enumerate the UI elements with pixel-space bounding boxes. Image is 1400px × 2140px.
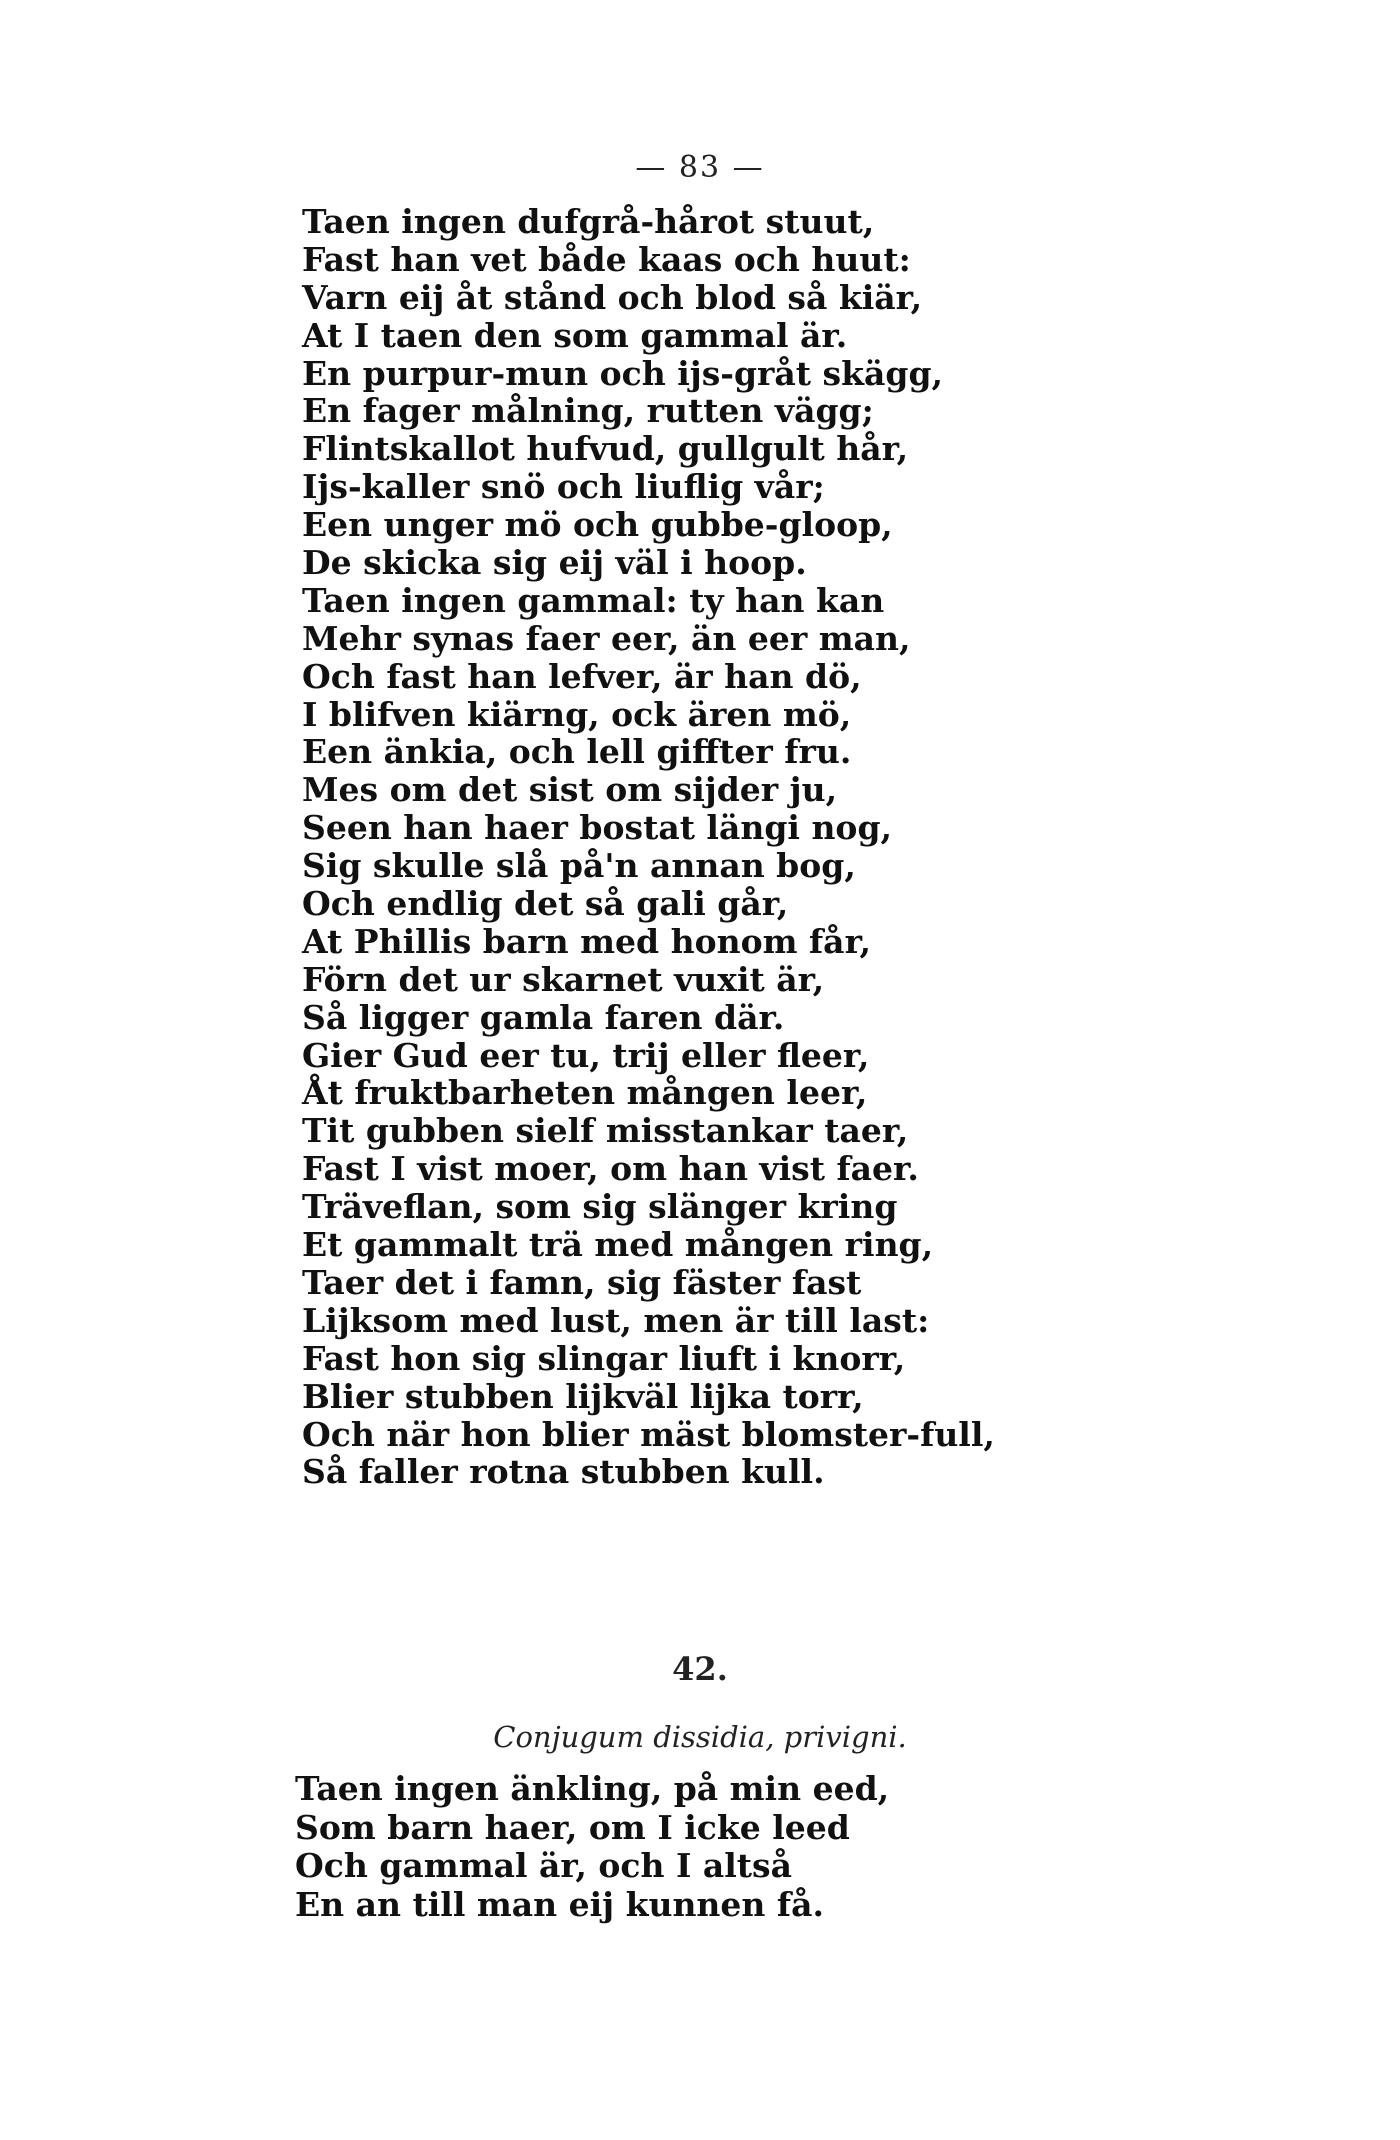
section-title: Conjugum dissidia, privigni. bbox=[493, 1720, 907, 1754]
poem-line: Varn eij åt stånd och blod så kiär, bbox=[302, 277, 923, 317]
poem-line: Och när hon blier mäst blomster-full, bbox=[302, 1414, 995, 1454]
poem-line: Een unger mö och gubbe-gloop, bbox=[302, 505, 893, 545]
poem-line: De skicka sig eij väl i hoop. bbox=[302, 543, 807, 583]
poem-line: At I taen den som gammal är. bbox=[302, 315, 848, 355]
section-number: 42. bbox=[672, 1650, 728, 1688]
poem-line: Taen ingen änkling, på min eed, bbox=[295, 1769, 890, 1808]
poem-line: Taen ingen dufgrå-hårot stuut, bbox=[302, 202, 875, 241]
poem-line: En an till man eij kunnen få. bbox=[295, 1884, 824, 1924]
poem-line: Träveflan, som sig slänger kring bbox=[302, 1187, 898, 1227]
poem-line: Och gammal är, och I altså bbox=[295, 1846, 792, 1885]
poem-line: En purpur-mun och ijs-gråt skägg, bbox=[302, 353, 944, 393]
poem-41 bbox=[302, 202, 995, 1492]
poem-line: Een änkia, och lell giffter fru. bbox=[302, 732, 852, 772]
poem-line: Mehr synas faer eer, än eer man, bbox=[302, 618, 911, 658]
poem-line: Åt fruktbarheten mången leer, bbox=[302, 1073, 868, 1113]
poem-line: Fast hon sig slingar liuft i knorr, bbox=[302, 1338, 906, 1378]
poem-line: Och fast han lefver, är han dö, bbox=[302, 656, 862, 696]
poem-line: Sig skulle slå på'n annan bog, bbox=[302, 846, 856, 886]
poem-line: Taen ingen gammal: ty han kan bbox=[302, 580, 885, 620]
poem-42 bbox=[295, 1770, 975, 1924]
page-number: — 83 — bbox=[635, 150, 765, 185]
poem-line: Tit gubben sielf misstankar taer, bbox=[302, 1111, 909, 1151]
poem-line: Mes om det sist om sijder ju, bbox=[302, 770, 838, 810]
poem-line: Fast han vet både kaas och huut: bbox=[302, 239, 911, 279]
poem-line: Et gammalt trä med mången ring, bbox=[302, 1225, 934, 1265]
poem-line: Och endlig det så gali går, bbox=[302, 884, 789, 924]
poem-line: Taer det i famn, sig fäster fast bbox=[302, 1262, 862, 1302]
poem-line: Så ligger gamla faren där. bbox=[302, 997, 785, 1037]
poem-line: Gier Gud eer tu, trij eller fleer, bbox=[302, 1035, 870, 1075]
poem-line: Förn det ur skarnet vuxit är, bbox=[302, 959, 825, 999]
poem-line: Som barn haer, om I icke leed bbox=[295, 1807, 850, 1847]
poem-line: Så faller rotna stubben kull. bbox=[302, 1452, 825, 1492]
poem-line: Fast I vist moer, om han vist faer. bbox=[302, 1149, 919, 1189]
poem-line: At Phillis barn med honom får, bbox=[302, 921, 872, 961]
poem-line: Blier stubben lijkväl lijka torr, bbox=[302, 1376, 864, 1416]
poem-line: En fager målning, rutten vägg; bbox=[302, 391, 874, 431]
poem-line: Ijs-kaller snö och liuflig vår; bbox=[302, 467, 825, 507]
poem-line: I blifven kiärng, ock ären mö, bbox=[302, 694, 852, 734]
poem-line: Lijksom med lust, men är till last: bbox=[302, 1300, 930, 1340]
poem-line: Flintskallot hufvud, gullgult hår, bbox=[302, 429, 909, 469]
poem-line: Seen han haer bostat längi nog, bbox=[302, 808, 893, 848]
